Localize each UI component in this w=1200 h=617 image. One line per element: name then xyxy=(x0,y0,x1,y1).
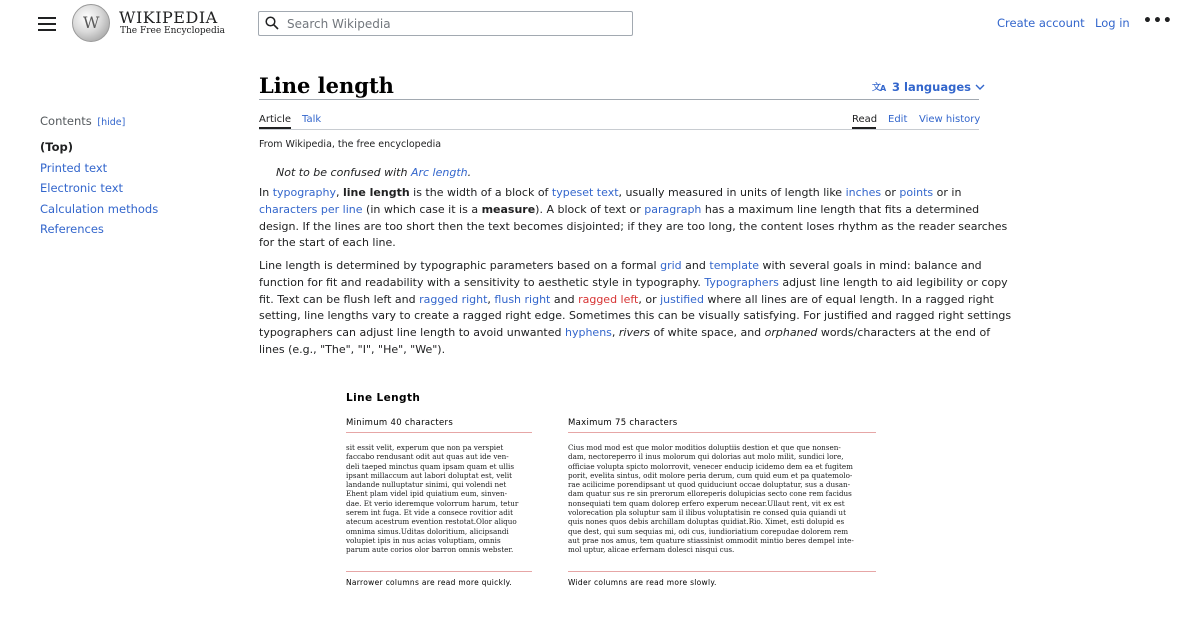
tab-article[interactable]: Article xyxy=(259,114,292,125)
link-points[interactable]: points xyxy=(899,186,934,199)
toc-item-references[interactable]: References xyxy=(40,222,104,236)
site-subtitle: From Wikipedia, the free encyclopedia xyxy=(259,139,442,150)
figure-right-column: Cius mod mod est que molor moditios doluptiis destion et que que nonsen- dam, nectoreperro il inus molorum qui dolorias aut molo milit, sundici lore, officiae volupta spicto molorrovit, venecer enducip icidemo dem ea et fugitem porit, evelita sintus, odit molore peria derum, cum quid eum et pa quatemolo- rae acilicime porendipsant ut quod quiduciunt occae doluptatur, sus a dusan- dam quatur sus re sin prerorum elloreperis dolupicias secto cone rem facidus nonsequiati tem quam dolorep erfero experum necear.Ullaut rent, vit ex est volorecation pla soluptur sam il ilibus voluptatisin re consed quia quiandi ut quis nones quos debis archillam doluptas quidiat.Rio. Ximet, esti dolupid es que dest, qui sum sequias mi, odi cus, iundioriatium corepudae dolorem rem aut prae nos amus, tem quature stiassinist ommodit mintio beres dempel inte- mol uptur, alicae erfernam dolesci nisqui cus. xyxy=(568,443,854,555)
paragraph-intro: In typography, line length is the width of a block of typeset text, usually measured in units of length like inches or points or in characters per line (in which case it is a measure). A block of text or paragraph has a maximum line length that fits a determined design. If the lines are too short then the text becomes disjointed; if they are too long, the content loses rhythm as the reader searches for the start of each line. xyxy=(259,186,1008,250)
figure-left-heading: Minimum 40 characters xyxy=(346,418,454,428)
wikipedia-wordmark[interactable]: WIKIPEDIA xyxy=(119,8,218,27)
link-ragged-left[interactable]: ragged left xyxy=(578,292,639,306)
link-ragged-right[interactable]: ragged right xyxy=(419,292,488,306)
tab-talk[interactable]: Talk xyxy=(302,114,322,125)
translate-icon xyxy=(872,80,888,92)
paragraph-parameters: Line length is determined by typographic parameters based on a formal grid and template with several goals in mind: balance and function for fit and readability with a sensitivity to aesthetic style in typography. Typographers adjust line length to aid legibility or copy fit. Text can be flush left and ragged right, flush right and ragged left, or justified where all lines are of equal length. In a ragged right setting, line lengths vary to create a ragged right edge. Sometimes this can be visually satisfying. For justified and ragged right settings typographers can adjust line length to avoid unwanted hyphens, rivers of white space, and orphaned words/characters at the end of lines (e.g., "The", "I", "He", "We"). xyxy=(259,259,1012,356)
toc-item-electronic-text[interactable]: Electronic text xyxy=(40,181,124,195)
svg-text:文: 文 xyxy=(872,83,882,92)
link-hyphens[interactable]: hyphens xyxy=(564,326,612,340)
link-inches[interactable]: inches xyxy=(845,186,882,199)
figure-right-bottom-rule xyxy=(568,571,876,572)
tab-read[interactable]: Read xyxy=(852,114,878,125)
link-justified[interactable]: justified xyxy=(660,292,704,306)
hatnote-link-arc-length[interactable]: Arc length xyxy=(410,166,468,179)
link-typographers[interactable]: Typographers xyxy=(704,275,779,289)
tagline: The Free Encyclopedia xyxy=(120,26,225,36)
search-icon xyxy=(265,16,279,30)
link-flush-right[interactable]: flush right xyxy=(494,292,551,306)
toc-item-printed-text[interactable]: Printed text xyxy=(40,161,108,175)
link-template[interactable]: template xyxy=(709,259,760,272)
toc-item-calculation-methods[interactable]: Calculation methods xyxy=(40,202,159,216)
link-typeset-text[interactable]: typeset text xyxy=(551,186,619,199)
figure-left-bottom-rule xyxy=(346,571,532,572)
link-paragraph[interactable]: paragraph xyxy=(644,202,702,216)
hatnote: Not to be confused with Arc length. xyxy=(276,166,472,179)
language-button[interactable] xyxy=(872,80,985,94)
figure-title: Line Length xyxy=(346,392,421,404)
toc-hide-link[interactable]: [hide] xyxy=(97,117,126,128)
link-grid[interactable]: grid xyxy=(660,259,682,272)
chevron-down-icon xyxy=(975,83,985,91)
language-count: 3 languages xyxy=(892,80,971,94)
tab-edit[interactable]: Edit xyxy=(888,114,908,125)
title-divider xyxy=(259,99,979,100)
create-account-link[interactable]: Create account xyxy=(997,16,1085,30)
figure-left-caption: Narrower columns are read more quickly. xyxy=(346,578,512,587)
main-menu-icon[interactable] xyxy=(38,14,56,32)
toc-title xyxy=(40,114,125,128)
tab-view-history[interactable]: View history xyxy=(919,114,981,125)
figure-right-caption: Wider columns are read more slowly. xyxy=(568,578,717,587)
toc-item-top[interactable]: (Top) xyxy=(40,140,73,154)
figure-right-top-rule xyxy=(568,432,876,433)
search-box[interactable] xyxy=(258,11,633,36)
svg-text:A: A xyxy=(880,84,887,92)
more-options-icon[interactable]: ••• xyxy=(1143,13,1173,29)
tabs-divider xyxy=(259,129,979,130)
figure-left-top-rule xyxy=(346,432,532,433)
wikipedia-globe-logo[interactable] xyxy=(72,4,110,42)
log-in-link[interactable]: Log in xyxy=(1095,16,1130,30)
page-title: Line length xyxy=(259,73,394,98)
figure-right-heading: Maximum 75 characters xyxy=(568,418,678,428)
figure-left-column: sit essit velit, experum que non pa verspiet faccabo rendusant odit aut quas aut ide ven- deli taeped minctus quam ipsam quam et ullis ipsant millaccum aut labori doluptat est, velit landande nulluptatur sinimi, qui volendi net Ehent plam videl ipid quiatium eum, sinven- dae. Et verio ideremque volorrum harum, tetur serem int fuga. Et vide a consece rovitior adit atecum acestrum evention restotat.Olor aliquo omnima simus.Uditas doloritium, alicipsandi volupiet ipis in nus acias voluptiam, omnis parum aute corios olor barron omnis webster. xyxy=(346,443,519,555)
link-typography[interactable]: typography xyxy=(272,186,336,199)
search-input[interactable] xyxy=(285,15,625,33)
toc-title-label: Contents xyxy=(40,114,92,128)
link-characters-per-line[interactable]: characters per line xyxy=(259,202,363,216)
